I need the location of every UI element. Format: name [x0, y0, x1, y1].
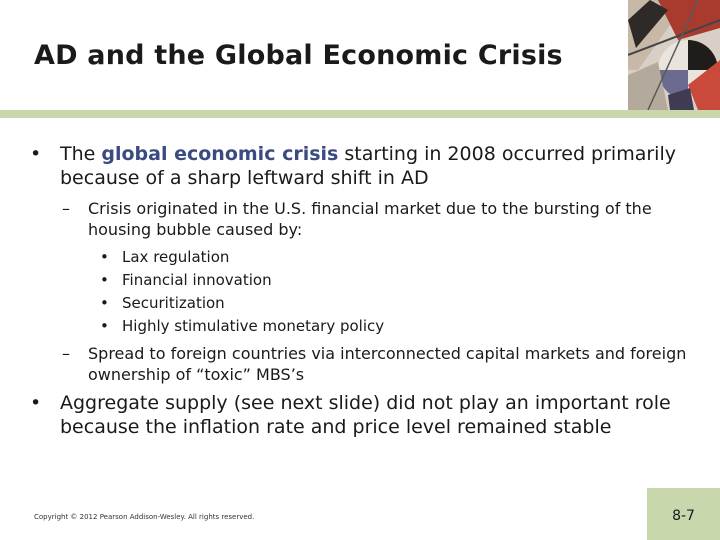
bullet-marker: • — [30, 143, 42, 165]
list-item — [100, 269, 705, 292]
bullet-global-crisis — [30, 142, 705, 190]
bullet-text — [60, 142, 705, 190]
bullet-marker: • — [100, 317, 109, 335]
list-item-text: Lax regulation — [122, 248, 230, 266]
copyright-footer: Copyright © 2012 Pearson Addison-Wesley. All rights reserved. — [34, 513, 255, 521]
subbullet-us-origin — [62, 198, 705, 240]
slide-content — [30, 142, 705, 447]
bullet-text-post: starting in 2008 occurred primarily because of a sharp leftward shift in AD — [60, 143, 676, 189]
title-accent-rule — [0, 110, 720, 118]
page-number-box — [647, 488, 720, 540]
bullet-aggregate-supply — [30, 391, 705, 439]
title-band — [0, 0, 720, 110]
bullet-marker: • — [100, 248, 109, 266]
bullet-marker: • — [100, 294, 109, 312]
bullet-text-pre: The — [60, 143, 102, 165]
list-item-text: Securitization — [122, 294, 225, 312]
housing-bubble-causes-list — [30, 246, 705, 338]
list-item — [100, 292, 705, 315]
list-item — [100, 315, 705, 338]
dash-marker: – — [62, 199, 70, 218]
dash-marker: – — [62, 344, 70, 363]
bullet-marker: • — [100, 271, 109, 289]
page-number: 8-7 — [672, 508, 695, 524]
decorative-artwork — [628, 0, 720, 110]
subbullet-spread-foreign — [62, 343, 705, 385]
list-item — [100, 246, 705, 269]
subbullet-text: Crisis originated in the U.S. financial market due to the bursting of the housing bubble caused by: — [88, 199, 652, 239]
highlighted-term: global economic crisis — [101, 143, 339, 165]
bullet-text: Aggregate supply (see next slide) did not play an important role because the inflation rate and price level remained stable — [60, 392, 671, 438]
subbullet-text: Spread to foreign countries via interconnected capital markets and foreign ownership of “toxic” MBS’s — [88, 344, 687, 384]
list-item-text: Highly stimulative monetary policy — [122, 317, 385, 335]
list-item-text: Financial innovation — [122, 271, 272, 289]
abstract-art-icon — [628, 0, 720, 110]
bullet-marker: • — [30, 392, 42, 414]
slide-title: AD and the Global Economic Crisis — [34, 40, 563, 71]
